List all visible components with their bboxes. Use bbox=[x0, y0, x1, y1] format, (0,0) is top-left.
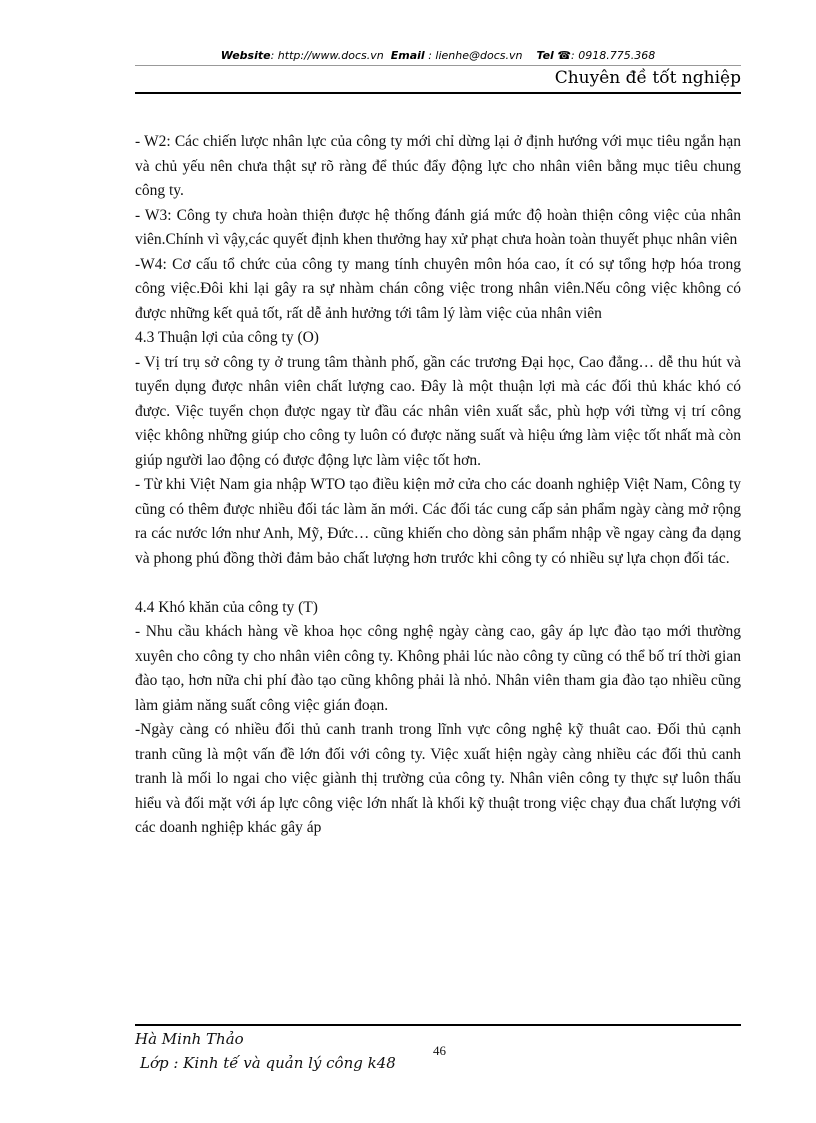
paragraph-w4: -W4: Cơ cấu tổ chức của công ty mang tính chuyên môn hóa cao, ít có sự tổng hợp hóa trong công việc.Đôi khi lại gây ra sự nhàm chán công việc trong nhân viên.Nếu công việc không có được những kết quả tốt, rất dễ ảnh hưởng tới tâm lý làm việc của nhân viên bbox=[135, 255, 741, 322]
website-url: : http://www.docs.vn bbox=[270, 49, 384, 62]
footer-divider bbox=[135, 1024, 741, 1026]
section-heading-threats: 4.4 Khó khăn của công ty (T) bbox=[135, 598, 318, 616]
header-divider-thin bbox=[135, 65, 741, 66]
paragraph-w2: - W2: Các chiến lược nhân lực của công ty mới chỉ dừng lại ở định hướng với mục tiêu ngắn hạn và chủ yếu nên chưa thật sự rõ ràng để thúc đẩy động lực cho nhân viên bằng mục tiêu chung công ty. bbox=[135, 133, 741, 199]
body-text bbox=[135, 130, 741, 841]
class-info: Lớp : Kinh tế và quản lý công k48 bbox=[140, 1054, 396, 1072]
doc-title: Chuyên đề tốt nghiệp bbox=[554, 68, 741, 88]
paragraph-w3: - W3: Công ty chưa hoàn thiện được hệ thống đánh giá mức độ hoàn thiện công việc của nhân viên.Chính vì vậy,các quyết định khen thưởng hay xử phạt chưa hoàn toàn thuyết phục nhân viên bbox=[135, 206, 741, 248]
author-name: Hà Minh Thảo bbox=[135, 1030, 244, 1048]
section-heading-opportunities: 4.3 Thuận lợi của công ty (O) bbox=[135, 329, 319, 346]
phone-icon: ☎ bbox=[557, 49, 572, 62]
email-label: Email bbox=[390, 49, 425, 62]
paragraph-threat-1: - Nhu cầu khách hàng về khoa học công nghệ ngày càng cao, gây áp lực đào tạo mới thường xuyên cho công ty cho nhân viên công ty. Không phải lúc nào công ty cũng có thể bố trí thời gian đào tạo, hơn nữa chi phí đào tạo cũng không phải là nhỏ. Nhân viên tham gia đào tạo nhiều cũng làm giảm năng suất công việc gián đoạn. bbox=[135, 623, 741, 714]
email-address: : lienhe@docs.vn bbox=[424, 49, 523, 62]
website-header bbox=[135, 49, 741, 62]
paragraph-threat-2: -Ngày càng có nhiều đối thủ canh tranh trong lĩnh vực công nghệ kỹ thuât cao. Đối thủ cạnh tranh cũng là một vấn đề lớn đối với công ty. Việc xuất hiện ngày càng nhiều các đối thủ canh tranh là mối lo ngai cho việc giành thị trường của công ty. Nhân viên công ty thực sự luôn thấu hiểu và đối mặt với áp lực công việc lớn nhất là khối kỹ thuật trong việc chạy đua chất lượng với các doanh nghiệp khác gây áp bbox=[135, 721, 741, 836]
blank-line bbox=[135, 571, 741, 596]
page-number: 46 bbox=[433, 1043, 446, 1058]
tel-number: : 0918.775.368 bbox=[571, 49, 656, 62]
header-divider-thick bbox=[135, 92, 741, 94]
tel-label: Tel bbox=[536, 49, 554, 62]
paragraph-opportunity-2: - Từ khi Việt Nam gia nhập WTO tạo điều kiện mở cửa cho các doanh nghiệp Việt Nam, Công ty cũng có thêm được nhiều đối tác làm ăn mới. Các đối tác cung cấp sản phẩm ngày càng mở rộng ra các nước lớn như Anh, Mỹ, Đức… cũng khiến cho dòng sản phẩm nhập về ngay càng đa dạng và phong phú đồng thời đảm bảo chất lượng hơn trước khi công ty có nhiều sự lựa chọn đối tác. bbox=[135, 476, 741, 567]
website-label: Website bbox=[220, 49, 271, 62]
paragraph-opportunity-1: - Vị trí trụ sở công ty ở trung tâm thành phố, gần các trương Đại học, Cao đẳng… dễ thu hút và tuyển dụng được nhân viên chất lượng cao. Đây là một thuận lợi mà các đối thủ khác khó có được. Việc tuyển chọn được ngay từ đầu các nhân viên xuất sắc, phù hợp với từng vị trí công việc không những giúp cho công ty luôn có được năng suất và hiệu ứng làm việc tốt nhất mà còn giúp người lao động có được động lực làm việc tốt hơn. bbox=[135, 353, 741, 469]
